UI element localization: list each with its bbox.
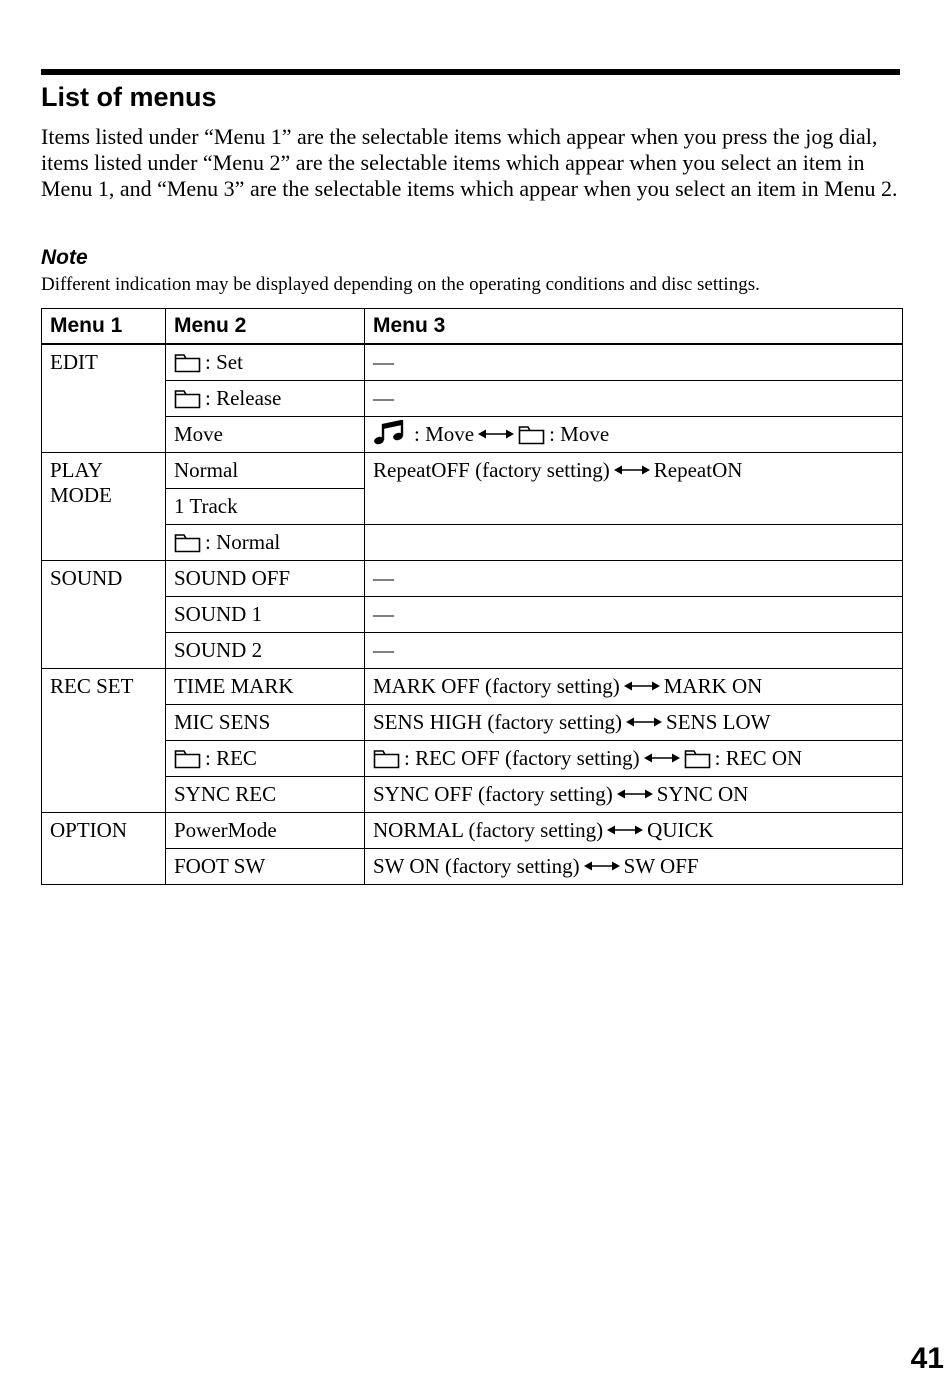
menu2-folder-release	[166, 381, 365, 417]
menu2-label: : REC	[205, 746, 257, 770]
page-number: 41	[910, 1342, 944, 1375]
menu2-time-mark: TIME MARK	[166, 669, 365, 705]
header-menu-1: Menu 1	[42, 309, 166, 345]
menu2-mic-sens: MIC SENS	[166, 705, 365, 741]
menu3-mark-options	[365, 669, 903, 705]
table-row	[42, 669, 903, 705]
menu3-sync-options	[365, 777, 903, 813]
menu3-dash: —	[365, 597, 903, 633]
menu1-play-mode: PLAY MODE	[42, 453, 166, 561]
menu1-rec-set: REC SET	[42, 669, 166, 813]
menu3-sens-options	[365, 705, 903, 741]
menu3-sw-off: SW OFF	[623, 854, 699, 878]
folder-icon	[174, 389, 201, 409]
menu3-rec-on: : REC ON	[714, 746, 803, 770]
menu3-dash: —	[365, 561, 903, 597]
menu1-option: OPTION	[42, 813, 166, 885]
menu3-folder-move: : Move	[549, 422, 610, 446]
menu3-sync-on: SYNC ON	[656, 782, 749, 806]
menu3-sync-off: SYNC OFF (factory setting)	[373, 782, 613, 806]
header-menu-3: Menu 3	[365, 309, 903, 345]
menu2-folder-rec	[166, 741, 365, 777]
menu3-power-options	[365, 813, 903, 849]
menu1-edit: EDIT	[42, 344, 166, 453]
table-row	[42, 381, 903, 417]
table-row	[42, 453, 903, 489]
double-arrow-icon	[644, 752, 680, 764]
menu2-power-mode: PowerMode	[166, 813, 365, 849]
menu2-folder-normal	[166, 525, 365, 561]
table-row	[42, 741, 903, 777]
menu3-rec-options	[365, 741, 903, 777]
menu2-sound-1: SOUND 1	[166, 597, 365, 633]
double-arrow-icon	[624, 680, 660, 692]
menu2-sound-off: SOUND OFF	[166, 561, 365, 597]
table-row	[42, 525, 903, 561]
menu2-label: : Normal	[205, 530, 281, 554]
folder-icon	[174, 749, 201, 769]
menu3-repeat-options	[365, 453, 903, 525]
double-arrow-icon	[584, 860, 620, 872]
menu3-mark-off: MARK OFF (factory setting)	[373, 674, 620, 698]
menu3-dash: —	[365, 344, 903, 381]
menu3-sw-options	[365, 849, 903, 885]
note-text: Different indication may be displayed depending on the operating conditions and disc settings.	[41, 274, 760, 295]
menu3-quick: QUICK	[647, 818, 714, 842]
menu2-one-track: 1 Track	[166, 489, 365, 525]
menu3-dash: —	[365, 381, 903, 417]
table-row	[42, 344, 903, 381]
table-row	[42, 813, 903, 849]
menu3-empty	[365, 525, 903, 561]
music-note-icon	[373, 420, 406, 446]
double-arrow-icon	[626, 716, 662, 728]
table-header-row	[42, 309, 903, 345]
table-row	[42, 777, 903, 813]
double-arrow-icon	[617, 788, 653, 800]
menu2-move: Move	[166, 417, 365, 453]
folder-icon	[174, 353, 201, 373]
menu3-track-move: : Move	[414, 422, 475, 446]
menu2-foot-sw: FOOT SW	[166, 849, 365, 885]
menu3-repeat-off: RepeatOFF (factory setting)	[373, 458, 610, 482]
menu-table	[41, 308, 903, 885]
table-row	[42, 633, 903, 669]
header-menu-2: Menu 2	[166, 309, 365, 345]
double-arrow-icon	[478, 428, 514, 440]
menu3-mark-on: MARK ON	[663, 674, 763, 698]
folder-icon	[518, 425, 545, 445]
folder-icon	[684, 749, 711, 769]
menu2-normal: Normal	[166, 453, 365, 489]
menu1-sound: SOUND	[42, 561, 166, 669]
menu3-sens-high: SENS HIGH (factory setting)	[373, 710, 623, 734]
menu3-repeat-on: RepeatON	[653, 458, 743, 482]
menu3-normal: NORMAL (factory setting)	[373, 818, 604, 842]
table-row	[42, 417, 903, 453]
folder-icon	[373, 749, 400, 769]
table-row	[42, 705, 903, 741]
folder-icon	[174, 533, 201, 553]
menu3-move-options	[365, 417, 903, 453]
table-row	[42, 561, 903, 597]
double-arrow-icon	[607, 824, 643, 836]
heading-rule	[41, 69, 900, 75]
menu3-sens-low: SENS LOW	[666, 710, 771, 734]
table-row	[42, 849, 903, 885]
menu2-sync-rec: SYNC REC	[166, 777, 365, 813]
page-title: List of menus	[41, 82, 217, 112]
note-title: Note	[41, 246, 88, 269]
double-arrow-icon	[614, 464, 650, 476]
menu3-rec-off: : REC OFF (factory setting)	[404, 746, 640, 770]
menu2-folder-set	[166, 344, 365, 381]
table-row	[42, 597, 903, 633]
menu2-label: : Set	[205, 350, 243, 374]
intro-paragraph: Items listed under “Menu 1” are the selectable items which appear when you press the jog dial, items listed under “Menu 2” are the selectable items which appear when you select an item in Menu 1, and “Menu 3” are the selectable items which appear when you select an item in Menu 2.	[41, 124, 898, 201]
menu2-label: : Release	[205, 386, 282, 410]
menu3-dash: —	[365, 633, 903, 669]
menu2-sound-2: SOUND 2	[166, 633, 365, 669]
menu3-sw-on: SW ON (factory setting)	[373, 854, 580, 878]
